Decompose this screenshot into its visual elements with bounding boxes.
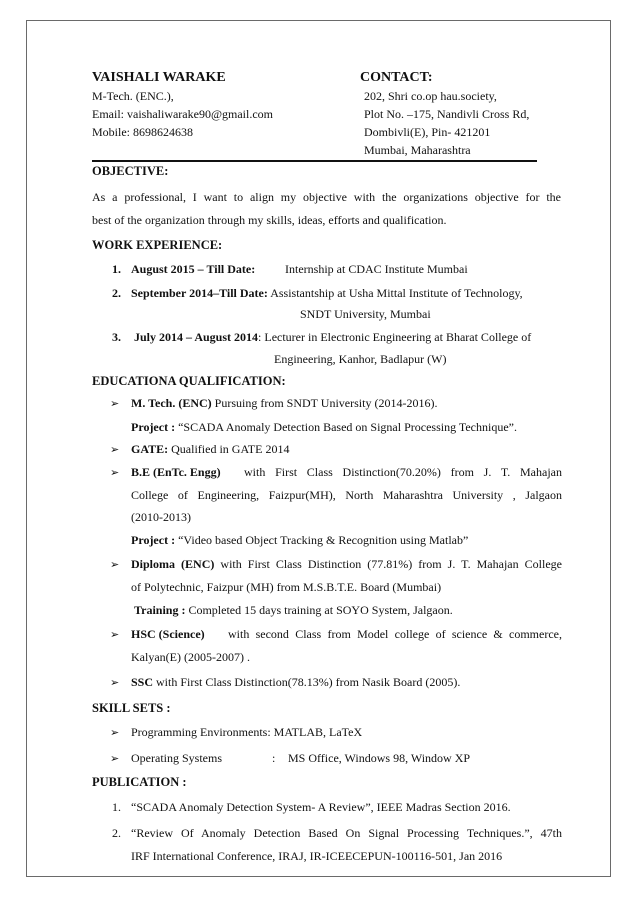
address-line: Dombivli(E), Pin- 421201 bbox=[364, 125, 491, 139]
publication-item: “SCADA Anomaly Detection System- A Review”, IEEE Madras Section 2016. bbox=[131, 800, 511, 814]
edu-detail-cont: College of Engineering, Faizpur(MH), North Maharashtra University , Jalgaon bbox=[131, 488, 562, 502]
work-desc-cont: Engineering, Kanhor, Badlapur (W) bbox=[274, 352, 447, 366]
skills-title: SKILL SETS : bbox=[92, 701, 171, 715]
arrow-bullet-icon: ➢ bbox=[110, 467, 120, 479]
edu-degree: B.E (EnTc. Engg) bbox=[131, 465, 221, 479]
project-text: “Video based Object Tracking & Recognition using Matlab” bbox=[175, 533, 469, 547]
arrow-bullet-icon: ➢ bbox=[110, 727, 120, 739]
work-date: August 2015 – Till Date: bbox=[131, 262, 256, 276]
skill-os-colon: : bbox=[272, 751, 276, 765]
edu-project bbox=[131, 533, 468, 548]
skill-os-label: Operating Systems bbox=[131, 751, 222, 765]
email: Email: vaishaliwarake90@gmail.com bbox=[92, 107, 273, 121]
edu-detail-cont: (2010-2013) bbox=[131, 510, 191, 524]
edu-detail: Pursuing from SNDT University (2014-2016). bbox=[211, 396, 438, 410]
candidate-name: VAISHALI WARAKE bbox=[92, 70, 226, 85]
edu-detail: with First Class Distinction(70.20%) from J. T. Mahajan bbox=[244, 465, 562, 479]
training-text: Completed 15 days training at SOYO System, Jalgaon. bbox=[185, 603, 453, 617]
arrow-bullet-icon: ➢ bbox=[110, 753, 120, 765]
edu-hsc bbox=[131, 627, 562, 642]
edu-diploma bbox=[131, 557, 562, 572]
edu-degree: SSC bbox=[131, 675, 154, 689]
edu-detail: Qualified in GATE 2014 bbox=[168, 442, 290, 456]
mobile: Mobile: 8698624638 bbox=[92, 125, 193, 139]
project-label: Project : bbox=[131, 420, 176, 434]
work-desc: Assistantship at Usha Mittal Institute of Technology, bbox=[267, 286, 523, 300]
list-number: 2. bbox=[112, 826, 121, 840]
edu-gate bbox=[131, 442, 289, 457]
edu-detail: with First Class Distinction (77.81%) from J. T. Mahajan College bbox=[214, 557, 562, 571]
work-date: September 2014–Till Date: bbox=[131, 286, 268, 300]
edu-degree: M. Tech. (ENC) bbox=[131, 396, 212, 410]
work-date: July 2014 – August 2014 bbox=[134, 330, 259, 344]
edu-degree: Diploma (ENC) bbox=[131, 557, 215, 571]
list-number: 3. bbox=[112, 330, 121, 344]
project-text: “SCADA Anomaly Detection Based on Signal Processing Technique”. bbox=[175, 420, 517, 434]
work-item bbox=[131, 286, 523, 301]
edu-degree: GATE: bbox=[131, 442, 169, 456]
objective-text: As a professional, I want to align my objective with the organizations objective for the bbox=[92, 190, 561, 204]
contact-title: CONTACT: bbox=[360, 70, 433, 85]
edu-project bbox=[131, 420, 517, 435]
edu-ssc bbox=[131, 675, 460, 690]
arrow-bullet-icon: ➢ bbox=[110, 677, 120, 689]
work-desc-cont: SNDT University, Mumbai bbox=[300, 307, 431, 321]
work-desc: : Lecturer in Electronic Engineering at Bharat College of bbox=[258, 330, 532, 344]
edu-detail-cont: Kalyan(E) (2005-2007) . bbox=[131, 650, 250, 664]
work-item bbox=[134, 330, 531, 345]
edu-detail: with First Class Distinction(78.13%) from Nasik Board (2005). bbox=[153, 675, 461, 689]
publication-item: “Review Of Anomaly Detection Based On Signal Processing Techniques.”, 47th bbox=[131, 826, 562, 840]
list-number: 1. bbox=[112, 800, 121, 814]
education-title: EDUCATIONA QUALIFICATION: bbox=[92, 374, 286, 388]
edu-be bbox=[131, 465, 562, 480]
address-line: 202, Shri co.op hau.society, bbox=[364, 89, 497, 103]
arrow-bullet-icon: ➢ bbox=[110, 629, 120, 641]
edu-mtech bbox=[131, 396, 437, 411]
publication-item-cont: IRF International Conference, IRAJ, IR-ICEECEPUN-100116-501, Jan 2016 bbox=[131, 849, 503, 863]
edu-detail-cont: of Polytechnic, Faizpur (MH) from M.S.B.T.E. Board (Mumbai) bbox=[131, 580, 442, 594]
skill-programming: Programming Environments: MATLAB, LaTeX bbox=[131, 725, 363, 739]
work-desc: Internship at CDAC Institute Mumbai bbox=[285, 262, 468, 276]
skill-os: MS Office, Windows 98, Window XP bbox=[288, 751, 471, 765]
list-number: 2. bbox=[112, 286, 121, 300]
arrow-bullet-icon: ➢ bbox=[110, 559, 120, 571]
address-line: Plot No. –175, Nandivli Cross Rd, bbox=[364, 107, 530, 121]
edu-detail: with second Class from Model college of science & commerce, bbox=[228, 627, 562, 641]
edu-training bbox=[134, 603, 453, 618]
list-number: 1. bbox=[112, 262, 121, 276]
edu-degree: HSC (Science) bbox=[131, 627, 205, 641]
objective-title: OBJECTIVE: bbox=[92, 164, 169, 178]
degree: M-Tech. (ENC.), bbox=[92, 89, 174, 103]
objective-text: best of the organization through my skills, ideas, efforts and qualification. bbox=[92, 213, 447, 227]
arrow-bullet-icon: ➢ bbox=[110, 444, 120, 456]
arrow-bullet-icon: ➢ bbox=[110, 398, 120, 410]
work-title: WORK EXPERIENCE: bbox=[92, 238, 223, 252]
publication-title: PUBLICATION : bbox=[92, 775, 187, 789]
header-divider bbox=[92, 160, 537, 162]
project-label: Project : bbox=[131, 533, 176, 547]
address-line: Mumbai, Maharashtra bbox=[364, 143, 471, 157]
training-label: Training : bbox=[134, 603, 186, 617]
